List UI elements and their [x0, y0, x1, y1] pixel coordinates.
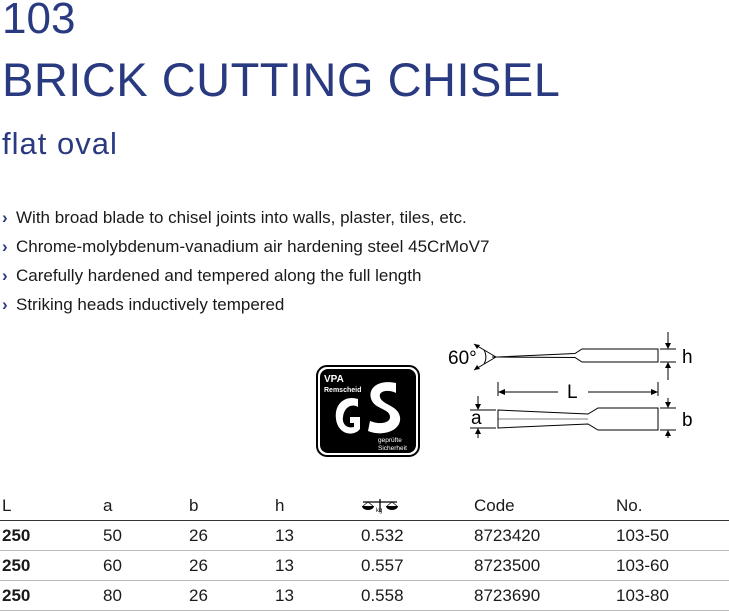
cell-code: 8723420: [474, 521, 616, 551]
length-label: L: [567, 382, 578, 403]
chevron-right-icon: ›: [2, 295, 8, 314]
chevron-right-icon: ›: [2, 266, 8, 285]
svg-text:kg: kg: [376, 508, 383, 515]
cell-a: 80: [103, 581, 189, 611]
header-l: L: [0, 491, 103, 521]
a-label: a: [471, 408, 482, 429]
table-row: [0, 581, 729, 611]
cell-no: 103-60: [616, 551, 729, 581]
cell-h: 13: [275, 551, 361, 581]
angle-label: 60°: [448, 348, 477, 369]
cell-length: 250: [0, 581, 103, 611]
header-weight: [361, 491, 474, 521]
feature-item: › With broad blade to chisel joints into walls, plaster, tiles, etc.: [2, 203, 489, 232]
cell-h: 13: [275, 521, 361, 551]
feature-item: › Striking heads inductively tempered: [2, 290, 489, 319]
cell-a: 50: [103, 521, 189, 551]
b-label: b: [682, 410, 693, 431]
h-label: h: [682, 347, 693, 368]
cell-a: 60: [103, 551, 189, 581]
table-row: [0, 551, 729, 581]
cell-code: 8723500: [474, 551, 616, 581]
product-subtitle: flat oval: [2, 126, 118, 161]
header-no: No.: [616, 491, 729, 521]
gs-bottom-line-2: Sicherheit: [378, 445, 407, 452]
header-b: b: [189, 491, 275, 521]
cell-no: 103-80: [616, 581, 729, 611]
cell-b: 26: [189, 521, 275, 551]
cell-h: 13: [275, 581, 361, 611]
cell-b: 26: [189, 581, 275, 611]
product-number: 103: [2, 0, 76, 43]
chevron-right-icon: ›: [2, 237, 8, 256]
cell-weight: 0.558: [361, 581, 474, 611]
table-header-row: [0, 491, 729, 521]
cell-length: 250: [0, 521, 103, 551]
chisel-technical-drawing: [440, 330, 700, 440]
cell-b: 26: [189, 551, 275, 581]
feature-list: [2, 203, 489, 319]
scale-icon: [361, 498, 399, 514]
chevron-right-icon: ›: [2, 208, 8, 227]
product-title: BRICK CUTTING CHISEL: [2, 53, 561, 106]
table-row: [0, 521, 729, 551]
cell-no: 103-50: [616, 521, 729, 551]
header-a: a: [103, 491, 189, 521]
cell-code: 8723690: [474, 581, 616, 611]
feature-item: › Chrome-molybdenum-vanadium air hardening steel 45CrMoV7: [2, 232, 489, 261]
specification-table: [0, 491, 729, 611]
feature-item: › Carefully hardened and tempered along the full length: [2, 261, 489, 290]
gs-second-line: Remscheid: [324, 387, 362, 394]
header-code: Code: [474, 491, 616, 521]
cell-weight: 0.532: [361, 521, 474, 551]
cell-weight: 0.557: [361, 551, 474, 581]
cell-length: 250: [0, 551, 103, 581]
gs-top-line: VPA: [324, 374, 344, 385]
gs-certification-logo: [316, 365, 420, 457]
header-h: h: [275, 491, 361, 521]
gs-bottom-line-1: geprüfte: [378, 437, 402, 444]
